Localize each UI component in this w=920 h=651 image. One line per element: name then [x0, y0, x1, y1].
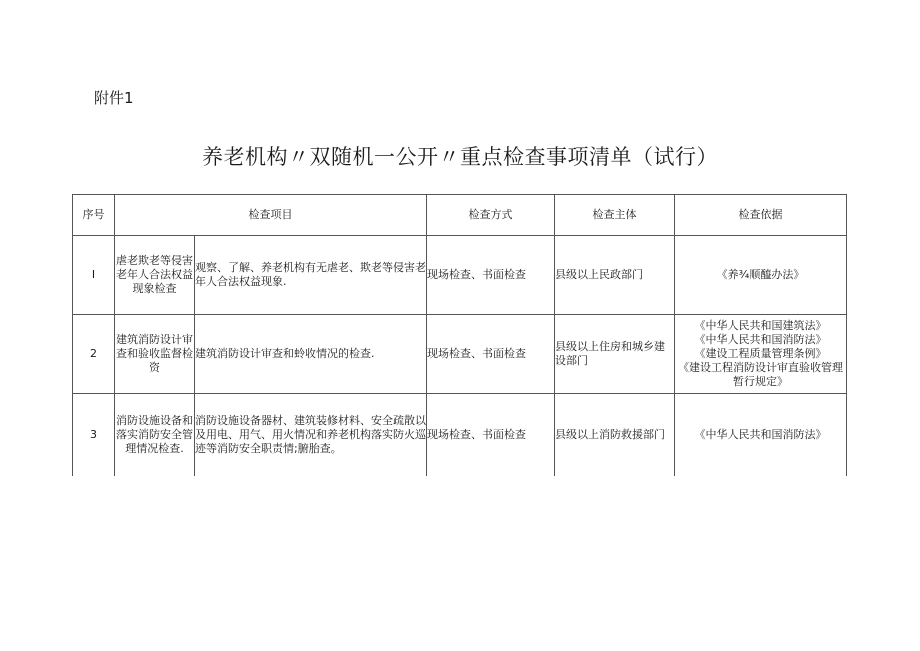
- item-content: 建筑消防设计审查和蛉收情况的检查.: [195, 315, 427, 394]
- inspection-subject: 县级以上民政部门: [555, 236, 675, 315]
- inspection-basis: [675, 394, 847, 477]
- item-content: 消防设施设备器材、建筑装修材料、安全疏散以及用电、用气、用火情况和养老机构落实防火巡迹等消防安全职责情;腑胎查。: [195, 394, 427, 477]
- header-basis: 检查依据: [675, 195, 847, 236]
- header-method: 检查方式: [427, 195, 555, 236]
- basis-line: 《建设工程消防设计审直验收管理暂行规定》: [678, 361, 843, 388]
- item-content: 观察、了解、养老机构有无虐老、欺老等侵害老年人合法权益现象.: [195, 236, 427, 315]
- row-number: 2: [73, 315, 115, 394]
- basis-line: 《中华人民共和国消防法》: [694, 333, 827, 346]
- item-name: 消防设施设备和落实消防安全管理情况检查.: [115, 394, 195, 477]
- inspection-subject: 县级以上消防救援部门: [555, 394, 675, 477]
- item-name: 建筑消防设计审查和验收监督检资: [115, 315, 195, 394]
- inspection-basis: [675, 315, 847, 394]
- inspection-checklist-table: [72, 194, 847, 476]
- header-item: 检查项目: [115, 195, 427, 236]
- table-header-row: [73, 195, 847, 236]
- inspection-subject: 县级以上住房和城乡建设部门: [555, 315, 675, 394]
- inspection-method: 现场检查、书面检查: [427, 236, 555, 315]
- item-name: 虐老欺老等侵害老年人合法权益现象检查: [115, 236, 195, 315]
- basis-line: 《中华人民共和国建筑法》: [694, 319, 827, 332]
- table-row: [73, 236, 847, 315]
- document-title: 养老机构〃双随机一公开〃重点检查事项清单（试行）: [202, 145, 718, 169]
- basis-line: 《中华人民共和国消防法》: [694, 428, 827, 441]
- basis-line: 《养¾顺醯办法》: [716, 268, 805, 281]
- basis-line: 《建设工程质量管理条例》: [694, 347, 827, 360]
- table-row: [73, 315, 847, 394]
- attachment-label: 附件1: [94, 89, 134, 107]
- inspection-method: 现场检查、书面检查: [427, 394, 555, 477]
- header-no: 序号: [73, 195, 115, 236]
- row-number: 3: [73, 394, 115, 477]
- table-row: [73, 394, 847, 477]
- header-subject: 检查主体: [555, 195, 675, 236]
- row-number: I: [73, 236, 115, 315]
- inspection-method: 现场检查、书面检查: [427, 315, 555, 394]
- inspection-basis: [675, 236, 847, 315]
